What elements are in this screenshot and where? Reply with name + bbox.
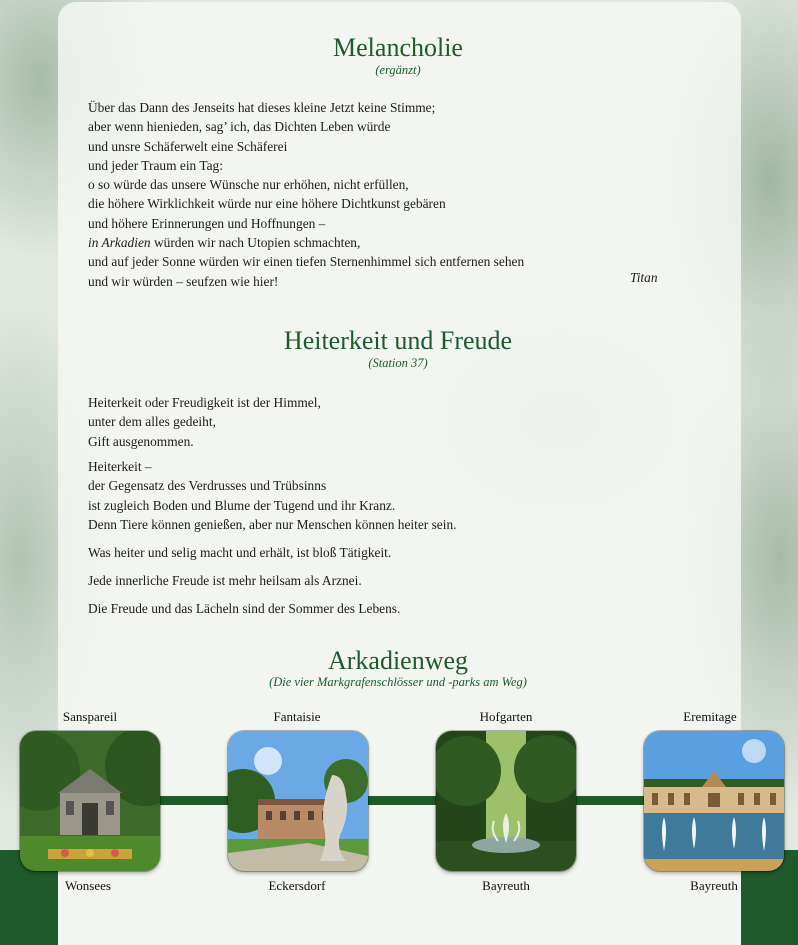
italic-arkadien: in Arkadien xyxy=(88,235,151,251)
poem-line: und auf jeder Sonne würden wir einen tiefen Sternenhimmel sich entfernen sehen xyxy=(88,254,525,270)
poem-line: Heiterkeit oder Freudigkeit ist der Himmel, xyxy=(88,395,321,410)
poem-line: o so würde das unsere Wünsche nur erhöhen, nicht erfüllen, xyxy=(88,177,409,193)
station-place-bayreuth-eremitage: Bayreuth xyxy=(690,878,738,893)
poem-line: ist zugleich Boden und Blume der Tugend und ihr Kranz. xyxy=(88,497,396,513)
melancholie-subtitle: (ergänzt) xyxy=(375,63,421,77)
poem-line: der Gegensatz des Verdrusses und Trübsinns xyxy=(88,478,327,494)
poem-line: Was heiter und selig macht und erhält, ist bloß Tätigkeit. xyxy=(88,545,392,560)
melancholie-title: Melancholie xyxy=(333,33,463,62)
fantaisie-palace-photo xyxy=(228,731,368,871)
poem-line-rest: würden wir nach Utopien schmachten, xyxy=(153,235,361,251)
poem-line: und höhere Erinnerungen und Hoffnungen – xyxy=(88,215,326,231)
station-place-eckersdorf: Eckersdorf xyxy=(268,878,326,893)
poem-line: aber wenn hienieden, sag’ ich, das Dichten Leben würde xyxy=(88,119,391,135)
heiterkeit-title: Heiterkeit und Freude xyxy=(283,326,513,355)
station-place-wonsees: Wonsees xyxy=(65,878,111,893)
poem-line: Denn Tiere können genießen, aber nur Menschen können heiter sein. xyxy=(88,516,457,532)
poem-line: Die Freude und das Lächeln sind der Sommer des Lebens. xyxy=(88,601,401,616)
poem-line: Über das Dann des Jenseits hat dieses kleine Jetzt keine Stimme; xyxy=(88,100,436,115)
poem-line: Heiterkeit – xyxy=(88,459,152,474)
poem-line: unter dem alles gedeiht, xyxy=(88,414,216,430)
poem-line: Jede innerliche Freude ist mehr heilsam als Arznei. xyxy=(88,573,362,588)
arkadienweg-title: Arkadienweg xyxy=(327,646,469,675)
poem-line: die höhere Wirklichkeit würde nur eine höhere Dichtkunst gebären xyxy=(88,196,446,212)
station-name-sanspareil: Sanspareil xyxy=(62,709,118,724)
station-name-hofgarten: Hofgarten xyxy=(479,709,533,724)
arkadienweg-subtitle: (Die vier Markgrafenschlösser und -parks am Weg) xyxy=(269,675,527,689)
heiterkeit-subtitle: (Station 37) xyxy=(368,356,428,370)
poem-line: und wir würden – seufzen wie hier! xyxy=(88,273,279,289)
route-connector xyxy=(363,796,443,805)
route-connector xyxy=(571,796,651,805)
sanspareil-temple-photo xyxy=(20,731,160,871)
poem-line: und unsre Schäferwelt eine Schäferei xyxy=(88,138,288,154)
route-connector xyxy=(155,796,235,805)
heiterkeit-paragraph-1 xyxy=(88,393,321,451)
station-name-fantaisie: Fantaisie xyxy=(273,709,321,724)
station-place-bayreuth-hofgarten: Bayreuth xyxy=(482,878,530,893)
heiterkeit-paragraph-2 xyxy=(88,457,457,534)
melancholie-poem xyxy=(88,98,524,291)
attribution-titan: Titan xyxy=(630,270,658,285)
station-name-eremitage: Eremitage xyxy=(683,709,737,724)
poem-line xyxy=(88,233,524,252)
poem-line: und jeder Traum ein Tag: xyxy=(88,157,223,173)
hofgarten-fountain-photo xyxy=(436,731,576,871)
heiterkeit-paragraph-5 xyxy=(88,599,400,618)
eremitage-fountains-photo xyxy=(644,731,784,871)
poem-line: Gift ausgenommen. xyxy=(88,433,194,449)
heiterkeit-paragraph-3 xyxy=(88,543,391,562)
heiterkeit-paragraph-4 xyxy=(88,571,362,590)
